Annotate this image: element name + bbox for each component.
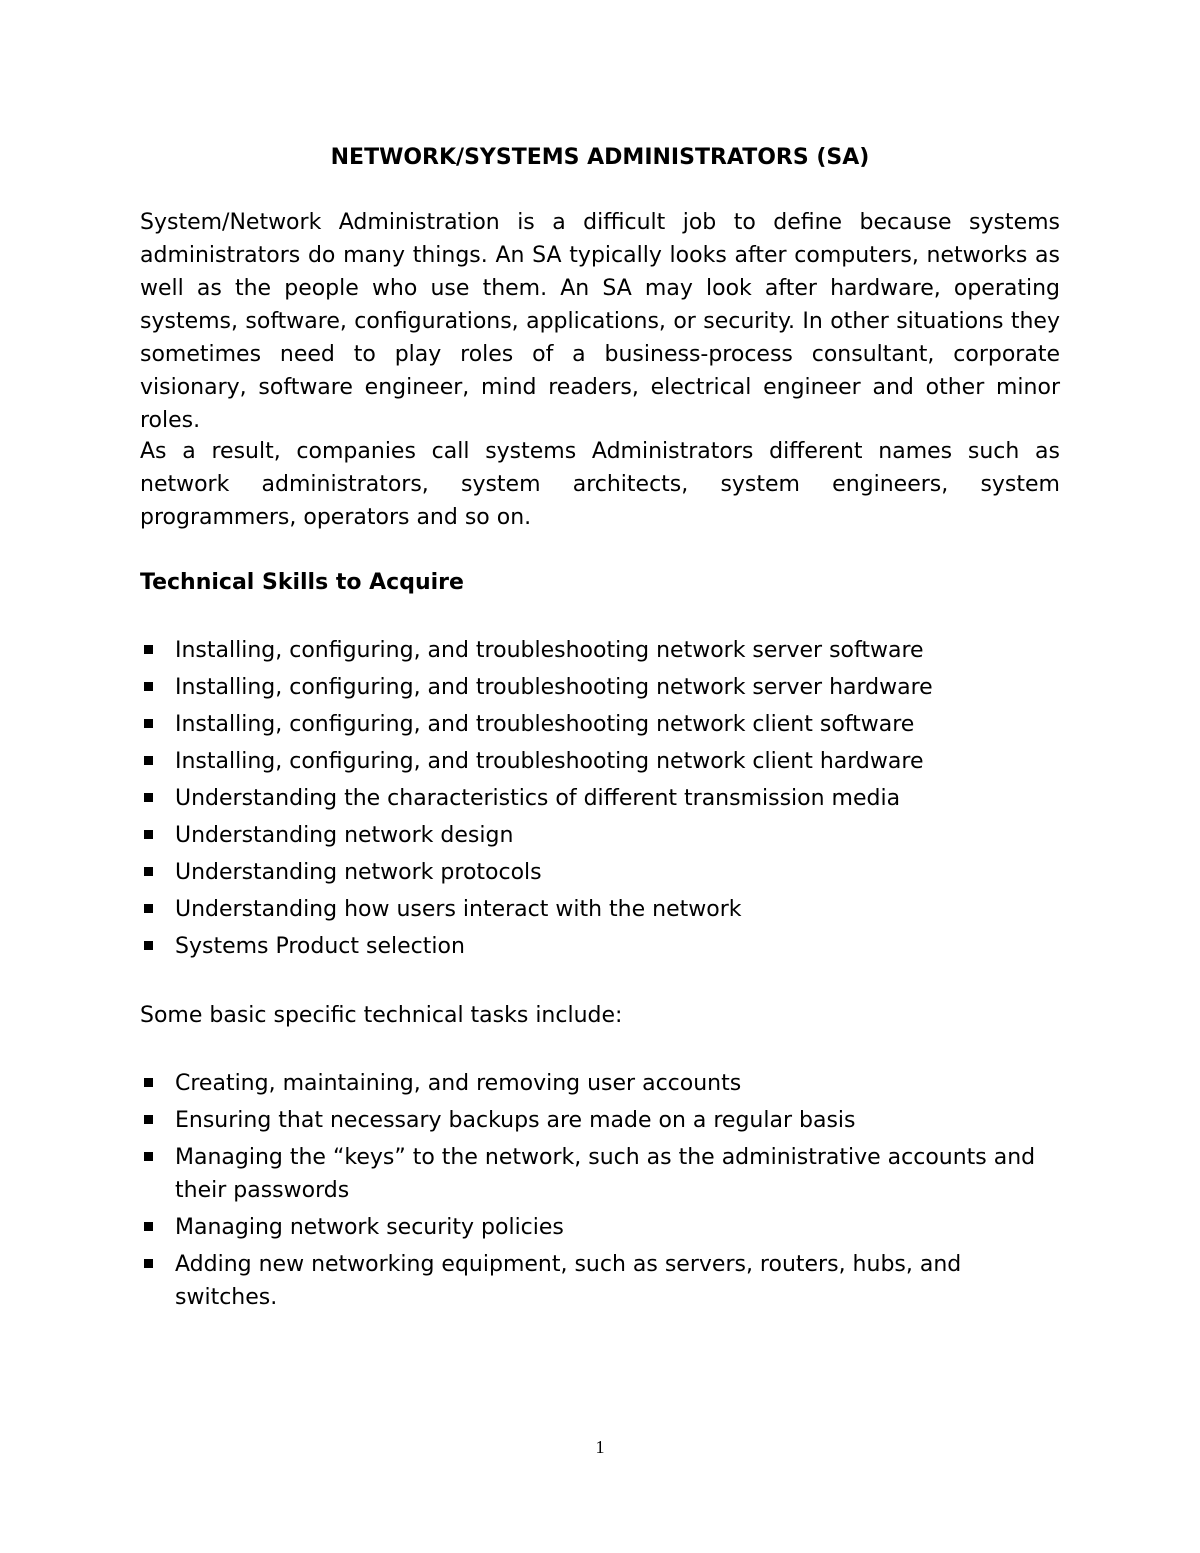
list-item bbox=[140, 1211, 1060, 1244]
list-item-text: Managing network security policies bbox=[175, 1215, 564, 1240]
list-item-text: Managing the “keys” to the network, such as the administrative accounts and their passwords bbox=[175, 1145, 1036, 1203]
list-item-text: Installing, configuring, and troubleshooting network server software bbox=[175, 638, 924, 663]
list-item bbox=[140, 1141, 1060, 1207]
list-item-text: Understanding network protocols bbox=[175, 860, 542, 885]
list-item bbox=[140, 1067, 1060, 1100]
square-bullet-icon bbox=[144, 1078, 153, 1087]
square-bullet-icon bbox=[144, 1222, 153, 1231]
skills-list bbox=[140, 634, 1060, 967]
list-item bbox=[140, 634, 1060, 667]
list-item-text: Installing, configuring, and troubleshooting network client hardware bbox=[175, 749, 924, 774]
list-item bbox=[140, 708, 1060, 741]
square-bullet-icon bbox=[144, 904, 153, 913]
list-item-text: Understanding how users interact with the network bbox=[175, 897, 742, 922]
list-item-text: Ensuring that necessary backups are made on a regular basis bbox=[175, 1108, 856, 1133]
list-item bbox=[140, 782, 1060, 815]
list-item-text: Creating, maintaining, and removing user accounts bbox=[175, 1071, 742, 1096]
list-item bbox=[140, 893, 1060, 926]
square-bullet-icon bbox=[144, 1259, 153, 1268]
list-item-text: Installing, configuring, and troubleshooting network client software bbox=[175, 712, 915, 737]
square-bullet-icon bbox=[144, 682, 153, 691]
square-bullet-icon bbox=[144, 1115, 153, 1124]
result-paragraph: As a result, companies call systems Administrators different names such as network administrators, system architects, system engineers, system programmers, operators and so on. bbox=[140, 439, 1060, 530]
square-bullet-icon bbox=[144, 1152, 153, 1161]
list-item bbox=[140, 1104, 1060, 1137]
list-item-text: Understanding the characteristics of different transmission media bbox=[175, 786, 901, 811]
intro-paragraph: System/Network Administration is a difficult job to define because systems administrators do many things. An SA typically looks after computers, networks as well as the people who use them. An SA may look after hardware, operating systems, software, configurations, applications, or security. In other situations they sometimes need to play roles of a business-process consultant, corporate visionary, software engineer, mind readers, electrical engineer and other minor roles. bbox=[140, 210, 1060, 433]
square-bullet-icon bbox=[144, 793, 153, 802]
list-item-text: Installing, configuring, and troubleshooting network server hardware bbox=[175, 675, 933, 700]
square-bullet-icon bbox=[144, 756, 153, 765]
square-bullet-icon bbox=[144, 941, 153, 950]
square-bullet-icon bbox=[144, 830, 153, 839]
list-item bbox=[140, 856, 1060, 889]
tasks-intro: Some basic specific technical tasks include: bbox=[140, 1003, 623, 1028]
list-item bbox=[140, 819, 1060, 852]
square-bullet-icon bbox=[144, 867, 153, 876]
tasks-list bbox=[140, 1067, 1060, 1318]
square-bullet-icon bbox=[144, 719, 153, 728]
list-item bbox=[140, 671, 1060, 704]
list-item-text: Adding new networking equipment, such as servers, routers, hubs, and switches. bbox=[175, 1252, 962, 1310]
skills-heading: Technical Skills to Acquire bbox=[140, 570, 464, 595]
list-item-text: Systems Product selection bbox=[175, 934, 465, 959]
page-number: 1 bbox=[595, 1437, 605, 1457]
document-title: NETWORK/SYSTEMS ADMINISTRATORS (SA) bbox=[330, 145, 870, 170]
list-item bbox=[140, 1248, 1060, 1314]
list-item bbox=[140, 930, 1060, 963]
square-bullet-icon bbox=[144, 645, 153, 654]
list-item-text: Understanding network design bbox=[175, 823, 514, 848]
list-item bbox=[140, 745, 1060, 778]
